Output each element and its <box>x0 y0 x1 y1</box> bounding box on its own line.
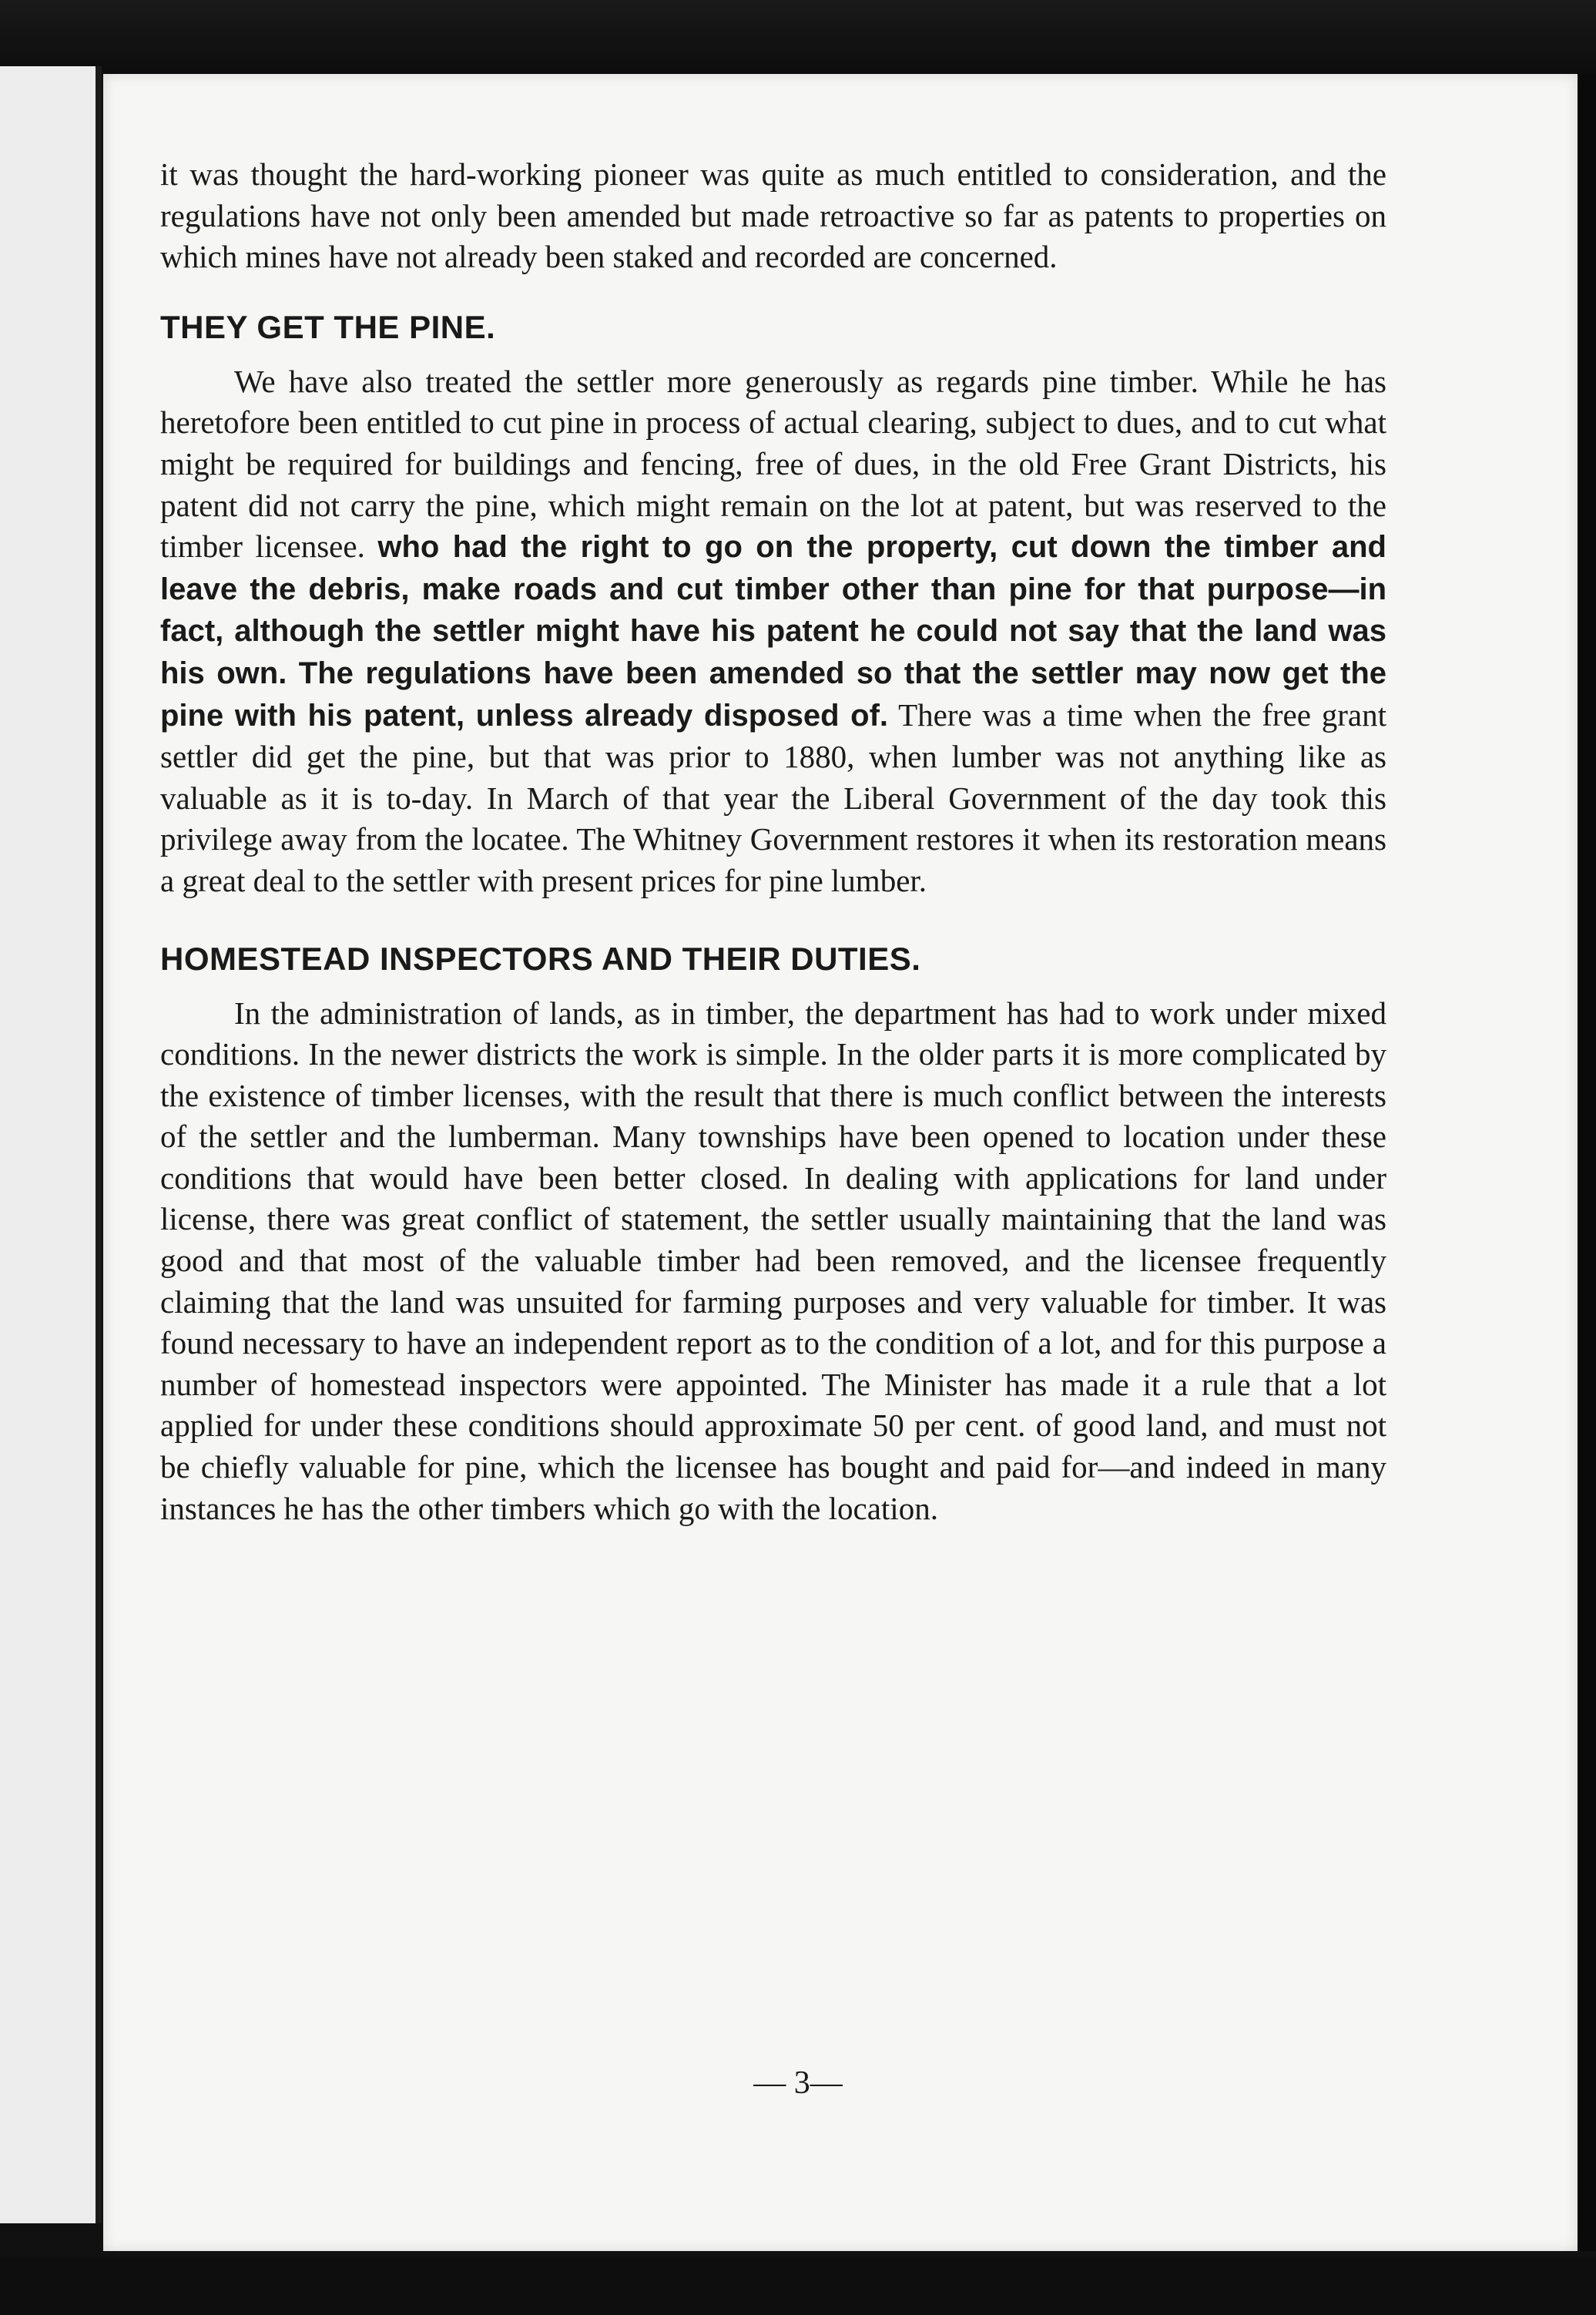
binding-shadow <box>96 66 102 2223</box>
scan-border-top <box>0 0 1596 77</box>
paragraph-intro: it was thought the hard-working pioneer was quite as much entitled to consideration, and the regulations have not only been amended but made retroactive so far as patents to properties on which mines have not already been staked and recorded are concerned. <box>160 156 1386 275</box>
heading-they-get-the-pine: THEY GET THE PINE. <box>160 308 496 345</box>
paragraph-pine <box>160 361 1386 902</box>
page-body <box>160 154 1386 1529</box>
paragraph-pine-text-1: We have also treated the settler more generously as regards pine timber. While he has heretofore been entitled to cut pine in process of actual clearing, subject to dues, and to cut what might be required for buildings and fencing, free of dues, in the old Free Grant Districts, his patent did not carry the pine, which might remain on the lot at patent, but was reserved to the timber licensee. <box>160 363 1386 565</box>
paragraph-homestead: In the administration of lands, as in timber, the department has had to work under mixed conditions. In the newer districts the work is simple. In the older parts it is more complicated by the existence of timber licenses, with the result that there is much conflict between the interests of the settler and the lumberman. Many townships have been opened to location under these conditions that would have been better closed. In dealing with applications for land under license, there was great conflict of statement, the settler usually maintaining that the land was good and that most of the valuable timber had been removed, and the licensee frequently claiming that the land was unsuited for farming purposes and very valuable for timber. It was found necessary to have an independent report as to the condition of a lot, and for this purpose a number of homestead inspectors were appointed. The Minister has made it a rule that a lot applied for under these conditions should approximate 50 per cent. of good land, and must not be chiefly valuable for pine, which the licensee has bought and paid for—and indeed in many instances he has the other timbers which go with the location. <box>160 995 1386 1526</box>
facing-page-edge <box>0 66 99 2223</box>
heading-homestead-inspectors: HOMESTEAD INSPECTORS AND THEIR DUTIES. <box>160 940 921 977</box>
paragraph-pine-bold-text: who had the right to go on the property, cut down the timber and leave the debris, make roads and cut timber other than pine for that purpose—in fact, although the settler might have his patent he could not say that the land was his own. The regulations have been amended so that the settler may now get the pine with his patent, unless already disposed of. <box>160 530 1386 733</box>
paragraph-pine-text-2: There was a time when the free grant settler did get the pine, but that was prior to 1880, when lumber was not anything like as valuable as it is to-day. In March of that year the Liberal Government of the day took this privilege away from the locatee. The Whitney Government restores it when its restoration means a great deal to the settler with present prices for pine lumber. <box>160 696 1386 898</box>
page-number: — 3— <box>753 2065 843 2101</box>
scan-border-right <box>1578 74 1596 2251</box>
scan-border-bottom <box>0 2257 1596 2315</box>
